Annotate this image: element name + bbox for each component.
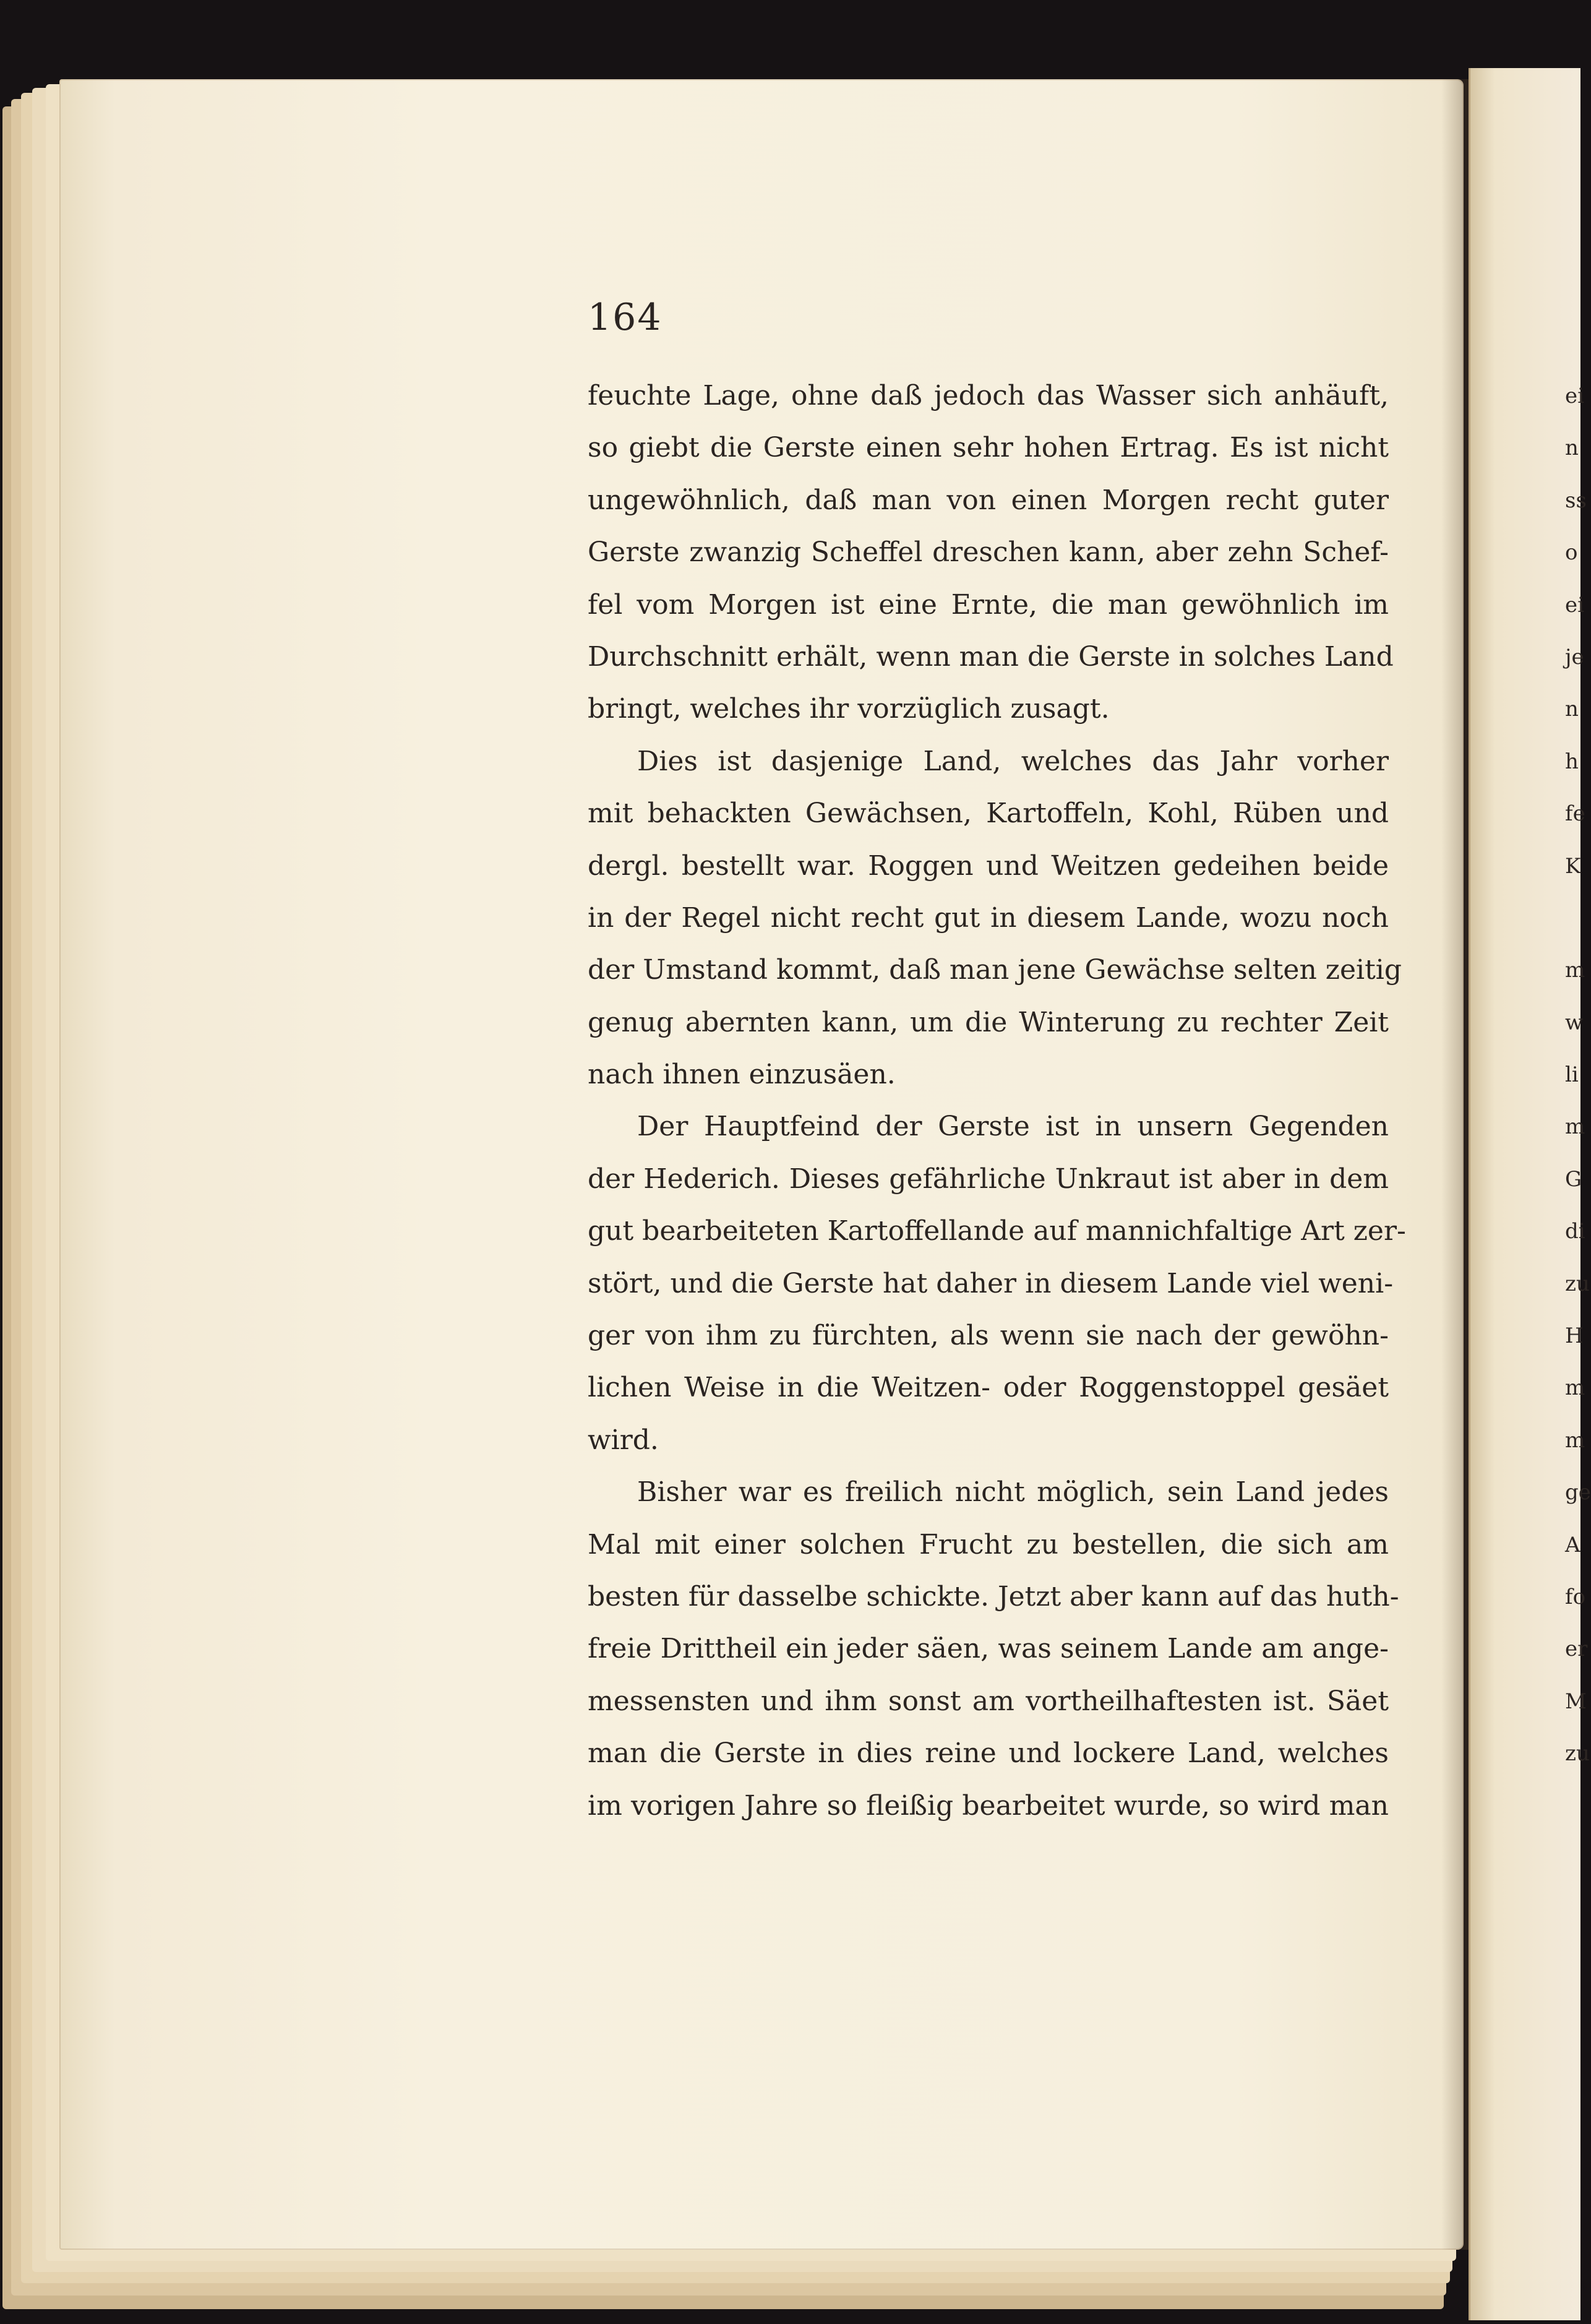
facing-fragment: o bbox=[1565, 540, 1578, 566]
facing-fragment: ss bbox=[1565, 488, 1587, 513]
text-line: im vorigen Jahre so fleißig bearbeitet wurde, so wird man bbox=[588, 1789, 1389, 1822]
text-line: stört, und die Gerste hat daher in diesem Lande viel weni- bbox=[588, 1267, 1394, 1299]
page-number: 164 bbox=[588, 296, 663, 339]
facing-fragment: fo bbox=[1565, 1584, 1586, 1609]
text-line: Mal mit einer solchen Frucht zu bestellen, die sich am bbox=[588, 1528, 1389, 1560]
text-line: messensten und ihm sonst am vortheilhaftesten ist. Säet bbox=[588, 1685, 1389, 1717]
text-line: gut bearbeiteten Kartoffellande auf mannichfaltige Art zer- bbox=[588, 1215, 1406, 1247]
facing-fragment: n bbox=[1565, 436, 1579, 461]
text-line: Gerste zwanzig Scheffel dreschen kann, aber zehn Schef- bbox=[588, 536, 1389, 569]
body-text bbox=[588, 370, 1406, 1832]
text-line: so giebt die Gerste einen sehr hohen Ertrag. Es ist nicht bbox=[588, 432, 1389, 464]
text-line: freie Drittheil ein jeder säen, was seinem Lande am ange- bbox=[588, 1633, 1389, 1665]
text-line: wird. bbox=[588, 1424, 659, 1456]
text-line: Durchschnitt erhält, wenn man die Gerste in solches Land bbox=[588, 640, 1394, 673]
facing-fragment: h bbox=[1565, 749, 1579, 774]
facing-fragment: ei bbox=[1565, 384, 1584, 408]
facing-fragment: er bbox=[1565, 1637, 1588, 1662]
facing-fragment bbox=[1565, 892, 1579, 944]
text-line: der Hederich. Dieses gefährliche Unkraut ist aber in dem bbox=[588, 1163, 1389, 1195]
facing-fragment: fe bbox=[1565, 801, 1585, 827]
facing-fragment: m bbox=[1565, 1427, 1585, 1453]
text-line: ger von ihm zu fürchten, als wenn sie nach der gewöhn- bbox=[588, 1320, 1389, 1352]
text-line: fel vom Morgen ist eine Ernte, die man gewöhnlich im bbox=[588, 588, 1389, 621]
text-line: in der Regel nicht recht gut in diesem Lande, wozu noch bbox=[588, 902, 1389, 934]
text-line: genug abernten kann, um die Winterung zu rechter Zeit bbox=[588, 1006, 1389, 1038]
facing-fragment: w bbox=[1565, 1010, 1584, 1035]
facing-fragment: di bbox=[1565, 1219, 1585, 1244]
text-line: dergl. bestellt war. Roggen und Weitzen gedeihen beide bbox=[588, 850, 1389, 882]
facing-fragment: A bbox=[1565, 1532, 1580, 1557]
facing-fragment: m bbox=[1565, 1114, 1585, 1140]
facing-fragment: ge bbox=[1565, 1480, 1591, 1505]
text-line: nach ihnen einzusäen. bbox=[588, 1059, 896, 1091]
facing-fragment: li bbox=[1565, 1062, 1579, 1088]
facing-fragment: ei bbox=[1565, 592, 1584, 618]
facing-fragment: K bbox=[1565, 853, 1581, 879]
facing-fragment: m bbox=[1565, 958, 1585, 983]
text-line: Der Hauptfeind der Gerste ist in unsern Gegenden bbox=[637, 1111, 1389, 1143]
text-line: feuchte Lage, ohne daß jedoch das Wasser sich anhäuft, bbox=[588, 380, 1389, 411]
facing-fragment: G bbox=[1565, 1166, 1582, 1192]
text-line: besten für dasselbe schickte. Jetzt aber kann auf das huth- bbox=[588, 1580, 1399, 1612]
text-line: ungewöhnlich, daß man von einen Morgen recht guter bbox=[588, 484, 1389, 516]
text-line: lichen Weise in die Weitzen- oder Roggenstoppel gesäet bbox=[588, 1372, 1389, 1404]
text-line: der Umstand kommt, daß man jene Gewächse selten zeitig bbox=[588, 954, 1402, 986]
facing-fragment: m bbox=[1565, 1375, 1585, 1401]
facing-fragment: zu bbox=[1565, 1271, 1590, 1296]
facing-fragment: je bbox=[1565, 644, 1584, 669]
facing-page-fragments bbox=[1565, 370, 1591, 1780]
facing-fragment: H bbox=[1565, 1323, 1584, 1349]
text-line: Dies ist dasjenige Land, welches das Jahr vorher bbox=[637, 745, 1389, 777]
book-gutter bbox=[1441, 79, 1469, 2250]
text-line: Bisher war es freilich nicht möglich, sein Land jedes bbox=[637, 1476, 1389, 1508]
text-line: bringt, welches ihr vorzüglich zusagt. bbox=[588, 693, 1110, 725]
facing-fragment: M bbox=[1565, 1689, 1587, 1714]
text-line: man die Gerste in dies reine und lockere Land, welches bbox=[588, 1737, 1389, 1770]
text-line: mit behackten Gewächsen, Kartoffeln, Kohl, Rüben und bbox=[588, 798, 1389, 830]
facing-page bbox=[1469, 68, 1591, 2320]
facing-fragment: n bbox=[1565, 697, 1579, 722]
facing-fragment: zu bbox=[1565, 1741, 1590, 1767]
